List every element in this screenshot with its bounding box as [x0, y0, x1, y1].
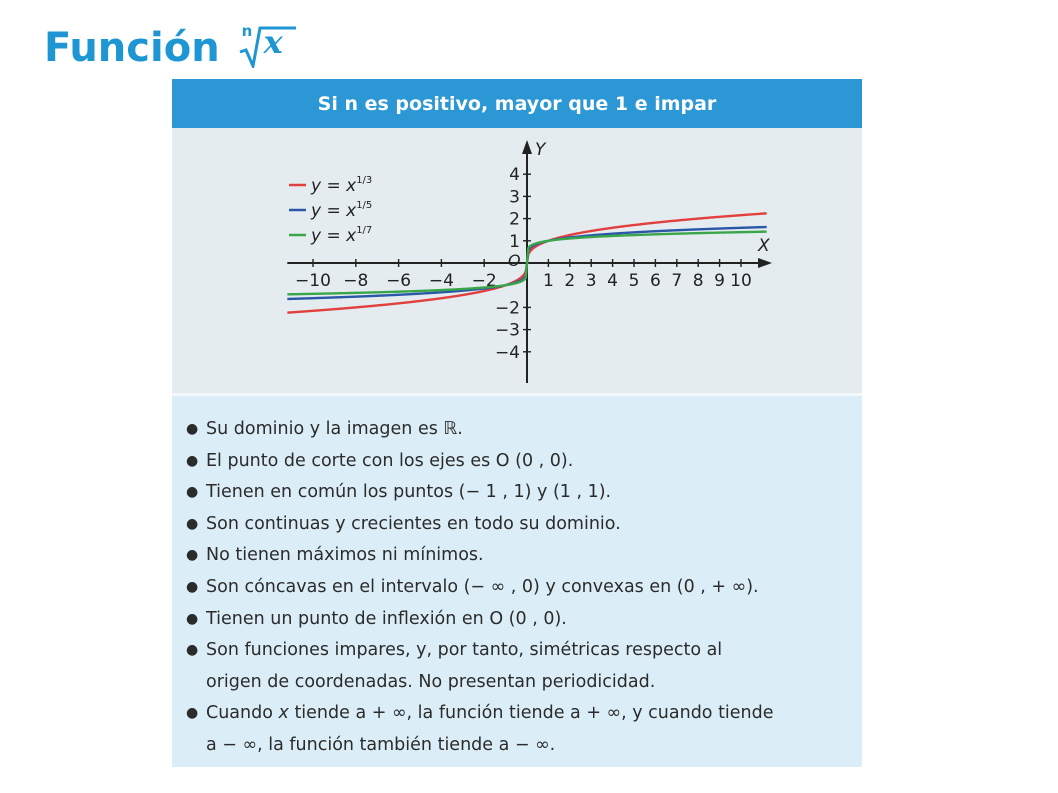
x-axis-label: X [758, 236, 770, 256]
x-tick-label: −2 [471, 271, 497, 291]
x-axis-arrow-icon [758, 258, 772, 268]
property-item: ● No tienen máximos ni mínimos. [186, 540, 862, 572]
property-item: ● El punto de corte con los ejes es O (0 , 0). [186, 446, 862, 478]
properties-list [172, 396, 862, 762]
y-tick-label: −4 [494, 342, 520, 363]
x-tick-label: 6 [649, 271, 661, 291]
graph-area [172, 128, 862, 393]
slide-title-text: Función [44, 25, 220, 71]
property-item: ● Cuando x tiende a + ∞, la función tiende a + ∞, y cuando tiende a − ∞, la función también tiende a − ∞. [186, 698, 862, 761]
legend-exponent: 1/7 [356, 225, 373, 236]
root-index: n [241, 22, 253, 40]
function-card [172, 79, 862, 767]
y-tick-label: 3 [509, 187, 520, 208]
property-item: ● Tienen un punto de inflexión en O (0 , 0). [186, 604, 862, 636]
legend-prefix: y = x [311, 176, 357, 196]
property-item: ● Tienen en común los puntos (− 1 , 1) y (1 , 1). [186, 477, 862, 509]
y-tick-label: −3 [494, 320, 520, 341]
x-tick-label: 3 [585, 271, 597, 291]
x-tick-label: −8 [343, 271, 369, 291]
property-item: ● Son cóncavas en el intervalo (− ∞ , 0) y convexas en (0 , + ∞). [186, 572, 862, 604]
bullet-icon: ● [186, 705, 199, 722]
bullet-icon: ● [186, 484, 199, 501]
x-tick-label: 10 [730, 271, 752, 291]
legend-exponent: 1/5 [356, 200, 373, 211]
legend-entry [310, 225, 372, 246]
x-tick-label: −10 [295, 271, 331, 291]
origin-label: O [508, 251, 521, 270]
bullet-icon: ● [186, 547, 199, 564]
bullet-icon: ● [186, 515, 199, 532]
y-tick-label: 2 [509, 209, 520, 230]
y-tick-label: 1 [509, 231, 520, 252]
x-tick-label: −4 [428, 271, 454, 291]
x-tick-label: 2 [564, 271, 576, 291]
bullet-icon: ● [186, 610, 199, 627]
x-tick-label: 8 [692, 271, 704, 291]
properties-panel [172, 396, 862, 767]
x-tick-label: 9 [714, 271, 726, 291]
x-tick-label: 1 [542, 271, 554, 291]
bullet-icon: ● [186, 642, 199, 659]
bullet-icon: ● [186, 578, 199, 595]
bullet-icon: ● [186, 452, 199, 469]
y-tick-label: −2 [494, 298, 520, 319]
chart-legend [289, 175, 372, 246]
bullet-icon: ● [186, 421, 199, 437]
card-header: Si n es positivo, mayor que 1 e impar [172, 79, 862, 128]
y-axis-label: Y [535, 140, 546, 160]
legend-prefix: y = x [311, 226, 357, 246]
property-item: ● Su dominio y la imagen es ℝ. [186, 414, 862, 446]
legend-exponent: 1/3 [356, 175, 373, 186]
legend-entry [310, 175, 372, 196]
x-tick-label: −6 [386, 271, 412, 291]
legend-entry [310, 200, 372, 221]
x-tick-label: 7 [671, 271, 683, 291]
root-variable: x [263, 23, 283, 61]
slide-title [44, 22, 298, 71]
function-chart [172, 128, 862, 393]
y-axis-arrow-icon [522, 140, 532, 154]
y-tick-label: 4 [509, 165, 520, 186]
nth-root-symbol [238, 24, 298, 68]
property-item: ● Son funciones impares, y, por tanto, simétricas respecto al origen de coordenadas. No presentan periodicidad. [186, 635, 862, 698]
property-item: ● Son continuas y crecientes en todo su dominio. [186, 509, 862, 541]
x-tick-label: 5 [628, 271, 640, 291]
legend-prefix: y = x [311, 201, 357, 221]
x-tick-label: 4 [607, 271, 619, 291]
